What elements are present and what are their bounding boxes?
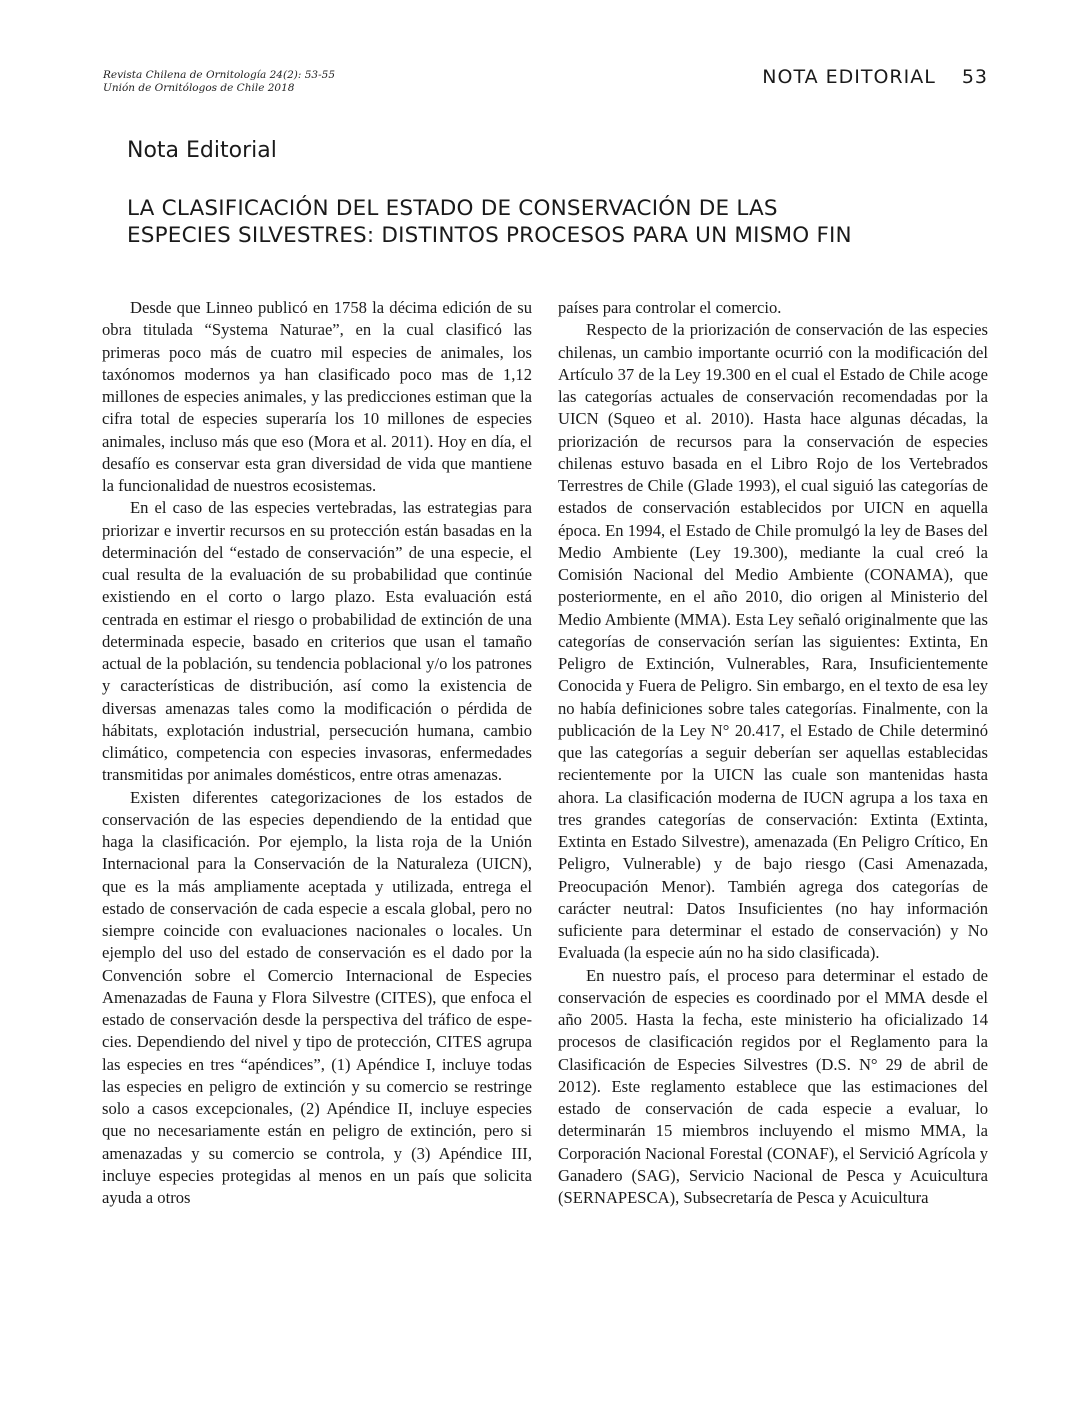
paragraph: Respecto de la priorización de conservación de las especies chilenas, un cambio importante ocurrió con la modificación del Artículo 37 de la Ley 19.300 en el cual el Estado de Chile acoge las categorías actuales de conservación recomendadas por la UICN (Squeo et al. 2010). Hasta hace algunas décadas, la priorización de recursos para la conservación de especies chilenas estuvo basada en el Libro Rojo de los Vertebrados Terrestres de Chile (Glade 1993), el cual siguió las categorías de estados de conservación establecidos por UICN en aquella época. En 1994, el Estado de Chile promulgó la ley de Bases del Medio Ambiente (Ley 19.300), mediante la cual creó la Comisión Nacional del Medio Ambiente (CONAMA), que posteriormente, en el año 2010, dio origen al Ministerio del Medio Ambiente (MMA). Esta Ley señaló originalmente que las categorías de conservación serían las siguientes: Extinta, En Peligro de Extinción, Vulnerables, Rara, Insuficientemente Conocida y Fuera de Peligro. Sin embargo, en el texto de esa ley no había definiciones sobre tales categorías. Finalmente, con la publicación de la Ley N° 20.417, el Estado de Chile determinó que las categorías a seguir deberían ser aquellas establecidas recientemente por la UICN las cuale son mantenidas hasta ahora. La clasificación moderna de IUCN agrupa a los taxa en tres grandes categorías de conservación: Extinta (Extinta, Extinta en Estado Silvestre), amenazada (En Peligro Crítico, En Peligro, Vulnerable) y de bajo riesgo (Casi Amenazada, Preocupación Menor). También agrega dos categorías de carácter neutral: Datos Insuficientes (no hay información suficiente para determinar el estado de conservación) y No Evaluada (la especie aún no ha sido clasificada). (558, 320, 988, 963)
article-title (127, 195, 1007, 249)
section-label: NOTA EDITORIAL (762, 66, 936, 88)
journal-line-2: Unión de Ornitólogos de Chile 2018 (103, 82, 295, 94)
paragraph: En nuestro país, el proceso para determinar el estado de conservación de especies es coordinado por el MMA desde el año 2005. Hasta la fecha, este ministerio ha oficializado 14 procesos de clasificación regidos por el Reglamento para la Clasificación de Especies Silvestres (D.S. N° 29 de abril de 2012). Este reglamento establece que las estimaciones del estado de conservación de cada especie a evaluar, lo determinarán 15 miembros incluyendo el mismo MMA, la Corporación Nacional Forestal (CONAF), el Servició Agrícola y Ganadero (SAG), Servicio Nacional de Pesca y Acuicultura (SERNAPESCA), Subsecretaría de Pesca y Acuicultura (558, 965, 988, 1207)
title-line-2: ESPECIES SILVESTRES: DISTINTOS PROCESOS PARA UN MISMO FIN (127, 223, 852, 248)
article-section: Nota Editorial (127, 138, 277, 163)
journal-citation (103, 69, 335, 95)
paragraph: Existen diferentes categorizaciones de los estados de conservación de las especies dependiendo de la entidad que haga la clasificación. Por ejemplo, la lista roja de la Unión Internacional para la Conservación de la Naturaleza (UICN), que es la más ampliamente aceptada y utilizada, entrega el estado de conservación de cada especie a escala global, pero no siempre coincide con evaluaciones nacionales o locales. Un ejemplo del uso del estado de conservación es el dado por la Convención sobre el Comercio Internacional de Especies Amenazadas de Fauna y Flora Silvestre (CITES), que enfoca el estado de conservación desde la perspectiva del tráfico de especies. Dependiendo del nivel y tipo de protección, CITES agrupa las especies en tres “apéndices”, (1) Apéndice I, incluye todas las especies en peligro de extinción y su comercio se restringe solo a casos excepcionales, (2) Apéndice II, incluye especies que no necesariamente están en peligro de extinción, pero si amenazadas y su comercio se controla, y (3) Apéndice III, incluye especies protegidas al menos en un país que solicita ayuda a otros (102, 787, 532, 1207)
title-line-1: LA CLASIFICACIÓN DEL ESTADO DE CONSERVACIÓN DE LAS (127, 196, 778, 221)
running-header (762, 66, 988, 88)
left-column (102, 297, 532, 1209)
paragraph-continued: países para controlar el comercio. (558, 298, 782, 317)
journal-line-1: Revista Chilena de Ornitología 24(2): 53-55 (103, 69, 335, 81)
right-column (558, 297, 988, 1209)
page-number: 53 (961, 66, 988, 88)
paragraph: Desde que Linneo publicó en 1758 la décima edición de su obra titulada “Systema Naturae”, en la cual clasificó las primeras poco más de cuatro mil especies de animales, los taxónomos modernos ya han clasificado poco mas de 1,12 millones de especies animales, y las predicciones estiman que la cifra total de especies superaría los 10 millones de especies animales, incluso más que eso (Mora et al. 2011). Hoy en día, el desafío es conservar esta gran diversidad de vida que mantiene la funcionalidad de nuestros ecosistemas. (102, 298, 532, 495)
paragraph: En el caso de las especies vertebradas, las estrategias para priorizar e invertir recursos en su protección están basadas en la determinación del “estado de conservación” de una especie, el cual resulta de la evaluación de su probabilidad que continúe existiendo en el corto o largo plazo. Esta evaluación está centrada en estimar el riesgo o probabilidad de extinción de una determinada especie, basado en criterios que usan el tamaño actual de la población, su tendencia poblacional y/o los patrones y características de distribución, así como la existencia de diversas amenazas tales como la modificación o pérdida de hábitats, explotación industrial, persecución humana, cambio climático, competencia con especies invasoras, enfermedades transmitidas por animales domésticos, entre otras amenazas. (102, 498, 532, 785)
